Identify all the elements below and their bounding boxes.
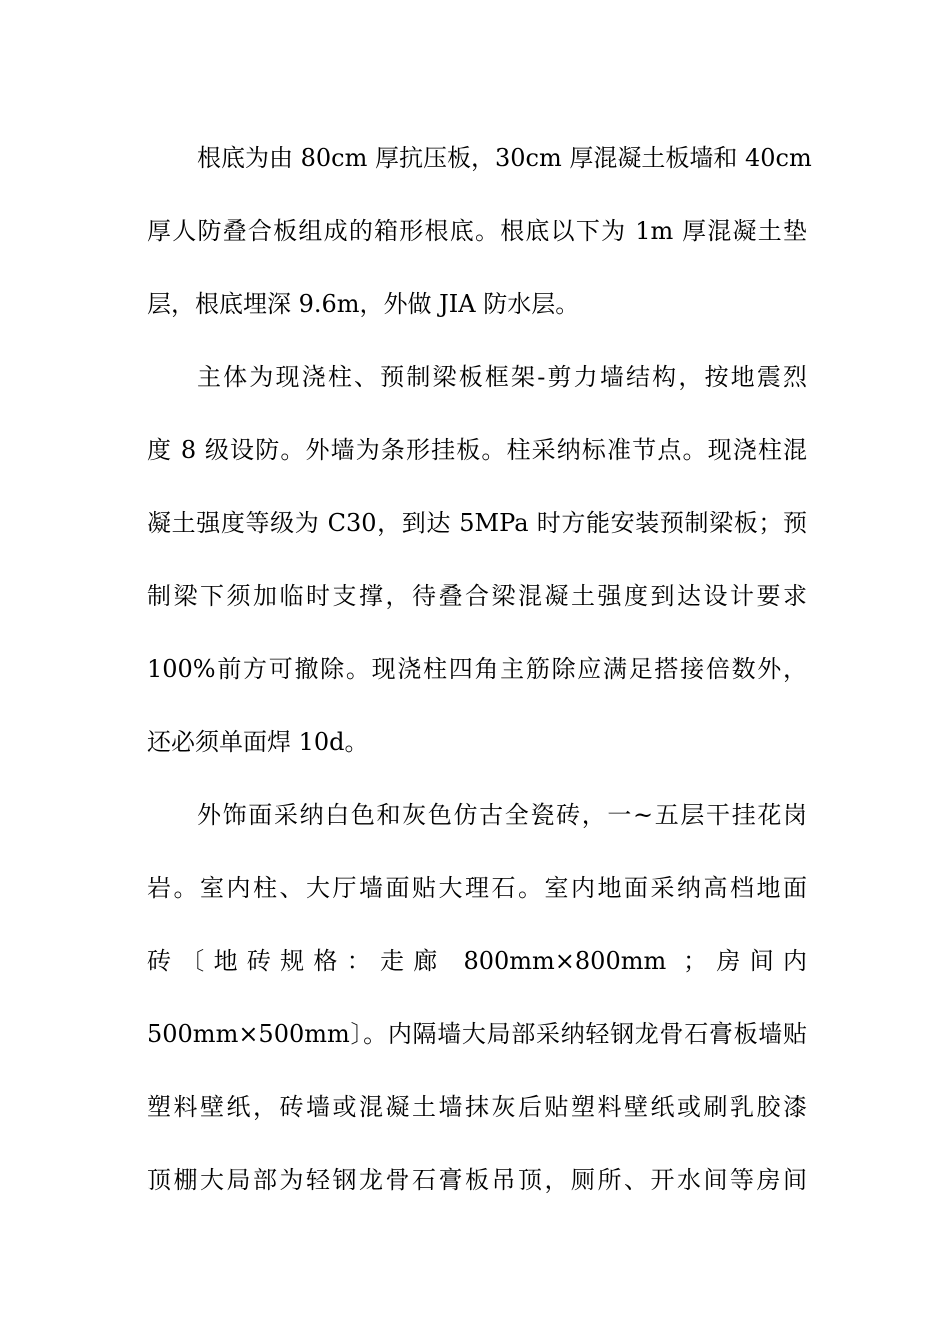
text-line: 100%前方可撤除。现浇柱四角主筋除应满足搭接倍数外， [147, 655, 807, 683]
paragraph-structure [147, 341, 807, 779]
document-body [147, 122, 812, 1217]
paragraph-finishes [147, 779, 807, 1217]
text-line: 外饰面采纳白色和灰色仿古全瓷砖，一~五层干挂花岗 [197, 801, 807, 829]
paragraph-foundation [147, 122, 812, 341]
text-line: 塑料壁纸，砖墙或混凝土墙抹灰后贴塑料壁纸或刷乳胶漆 [147, 1093, 807, 1121]
text-line: 制梁下须加临时支撑，待叠合梁混凝土强度到达设计要求 [147, 582, 807, 610]
text-line: 还必须单面焊 10d。 [147, 728, 369, 756]
text-line: 岩。室内柱、大厅墙面贴大理石。室内地面采纳高档地面 [147, 874, 807, 902]
text-line: 主体为现浇柱、预制梁板框架-剪力墙结构，按地震烈 [197, 363, 807, 391]
text-line: 厚人防叠合板组成的箱形根底。根底以下为 1m 厚混凝土垫 [147, 217, 807, 245]
text-line: 凝土强度等级为 C30，到达 5MPa 时方能安装预制梁板；预 [147, 509, 807, 537]
text-line: 500mm×500mm〕。内隔墙大局部采纳轻钢龙骨石膏板墙贴 [147, 1020, 807, 1048]
text-line: 根底为由 80cm 厚抗压板，30cm 厚混凝土板墙和 40cm [197, 144, 812, 172]
text-line: 度 8 级设防。外墙为条形挂板。柱采纳标准节点。现浇柱混 [147, 436, 807, 464]
text-line: 顶棚大局部为轻钢龙骨石膏板吊顶，厕所、开水间等房间 [147, 1166, 807, 1194]
text-line: 层，根底埋深 9.6m，外做 JIA 防水层。 [147, 290, 580, 318]
text-line: 砖〔地砖规格：走廊 800mm×800mm ；房间内 [147, 947, 807, 975]
